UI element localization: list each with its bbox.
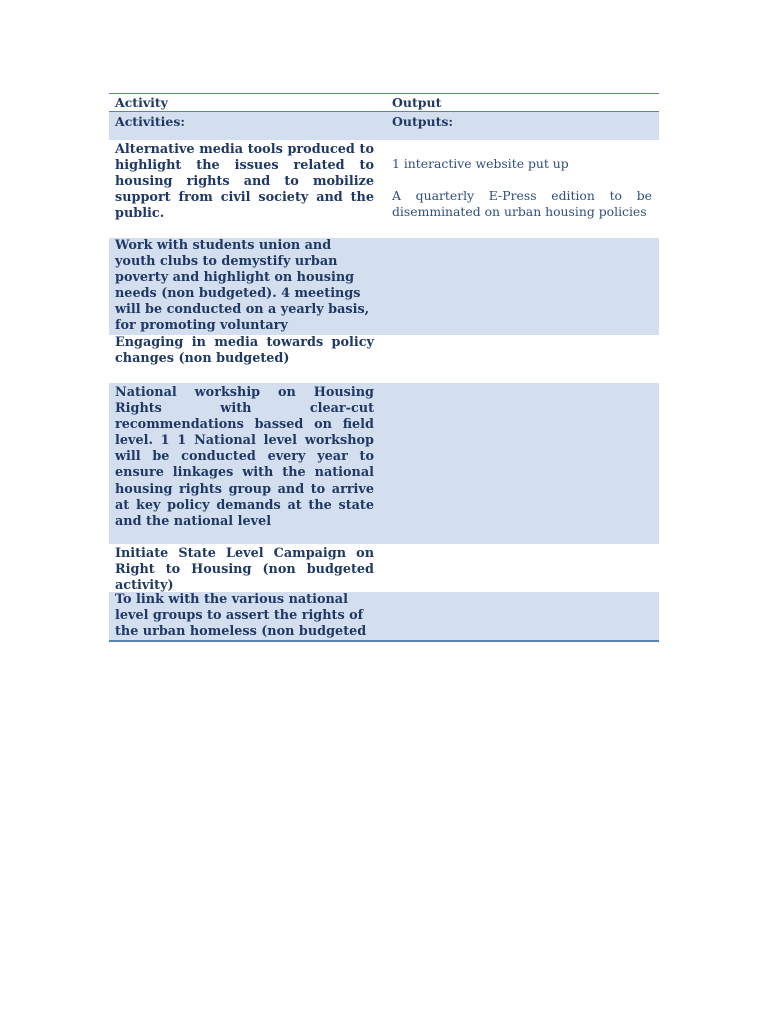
output-cell <box>380 383 659 544</box>
output-cell <box>380 335 659 383</box>
activity-output-table <box>109 93 659 642</box>
activity-column-header: Activity <box>109 94 380 112</box>
table-row <box>109 335 659 383</box>
outputs-subheader: Outputs: <box>392 114 454 129</box>
activities-subheader: Activities: <box>115 114 185 129</box>
output-item: A quarterly E-Press edition to be disemminated on urban housing policies <box>392 188 652 219</box>
table-header-row <box>109 94 659 112</box>
output-cell <box>380 140 659 238</box>
activity-cell: Work with students union and youth clubs to demystify urban poverty and highlight on housing needs (non budgeted). 4 meetings will be conducted on a yearly basis, for promoting voluntary <box>115 238 370 334</box>
output-cell <box>380 238 659 335</box>
table-row <box>109 238 659 335</box>
output-cell <box>380 544 659 592</box>
activity-cell: Initiate State Level Campaign on Right to Housing (non budgeted activity) <box>115 546 374 592</box>
activity-cell: To link with the various national level groups to assert the rights of the urban homeless (non budgeted <box>115 592 367 640</box>
table-row <box>109 592 659 640</box>
output-column-header: Output <box>380 94 659 112</box>
output-cell <box>380 592 659 640</box>
activity-cell: National workship on Housing Rights with clear-cut recommendations bassed on field level. 1 1 National level workshop will be conducted every year to ensure linkages with the national housing rights group and to arrive at key policy demands at the state and the national level <box>115 385 374 529</box>
output-item: 1 interactive website put up <box>392 156 569 171</box>
activity-cell: Alternative media tools produced to highlight the issues related to housing rights and to mobilize support from civil society and the public. <box>115 142 374 222</box>
table-row <box>109 383 659 544</box>
table-subheader-row <box>109 112 659 140</box>
table-row <box>109 140 659 238</box>
table-row <box>109 544 659 592</box>
activity-cell: Engaging in media towards policy changes (non budgeted) <box>115 335 374 367</box>
